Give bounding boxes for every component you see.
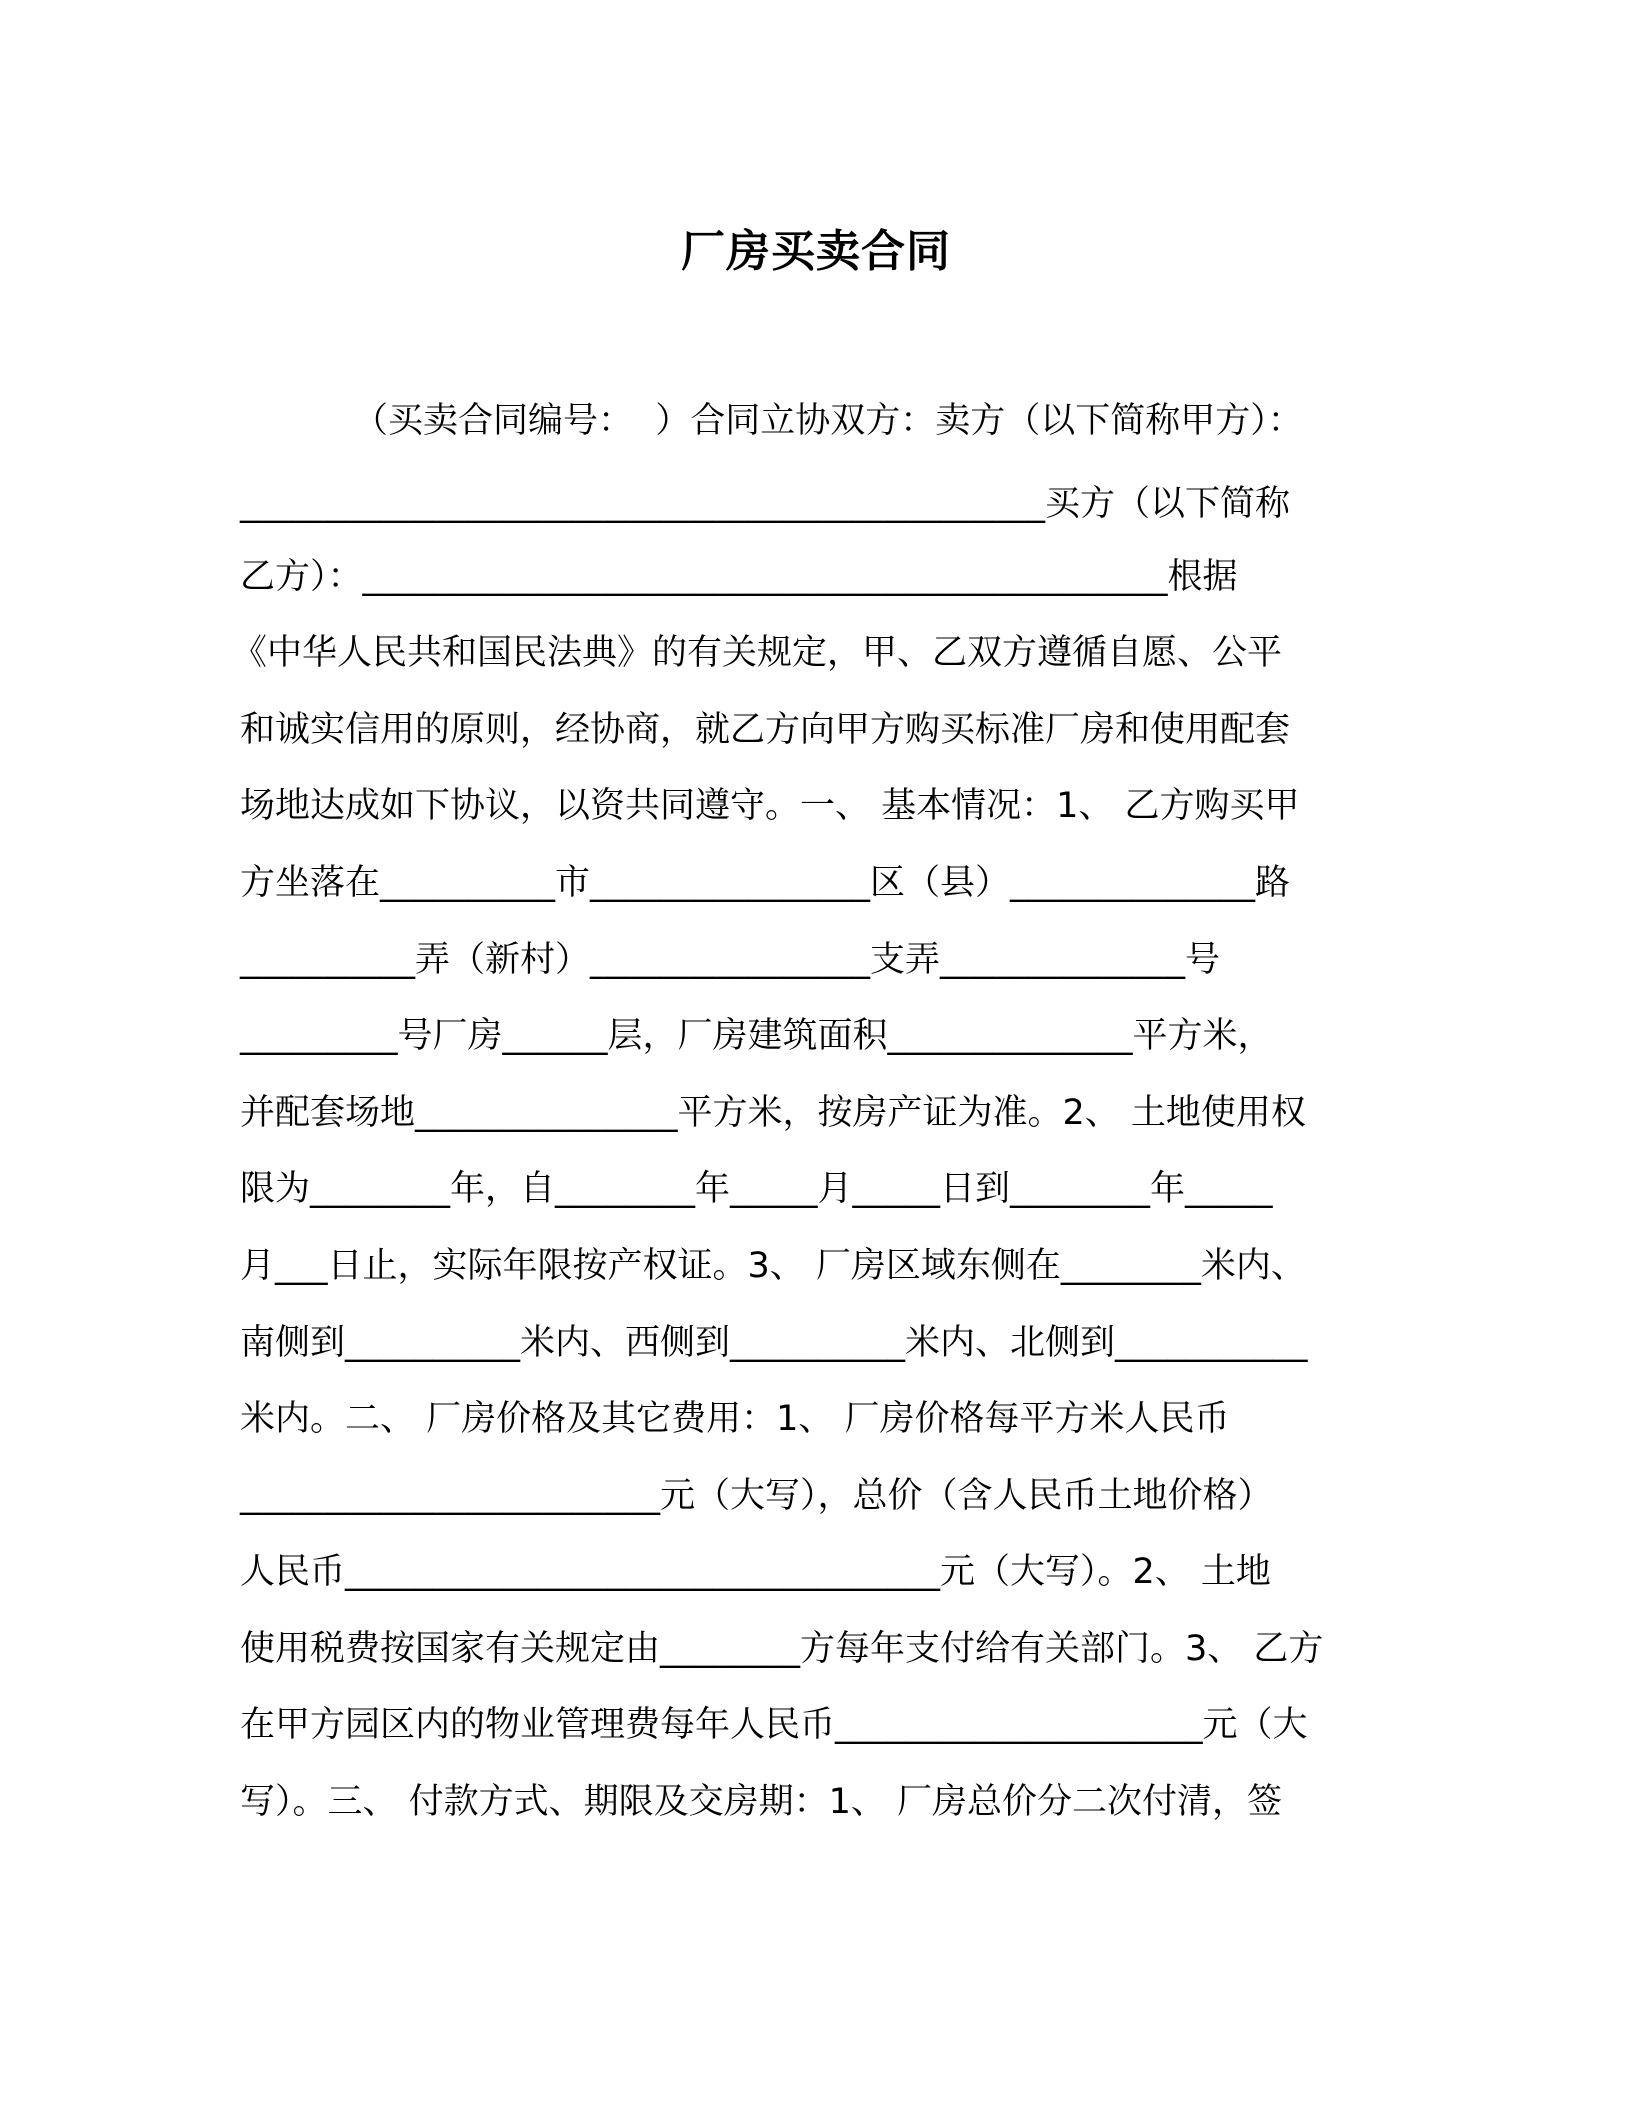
body-line-16: 人民币__________________________________元（大写）。2、 土地	[240, 1552, 1271, 1592]
body-line-4: 《中华人民共和国民法典》的有关规定，甲、乙双方遵循自愿、公平	[232, 633, 1283, 673]
body-line-9: _________号厂房______层，厂房建筑面积______________平方米，	[240, 1016, 1273, 1056]
body-line-6: 场地达成如下协议，以资共同遵守。一、 基本情况：1、 乙方购买甲	[240, 786, 1300, 826]
body-line-8: __________弄（新村）________________支弄______________号	[240, 940, 1221, 980]
body-line-18: 在甲方园区内的物业管理费每年人民币_____________________元（大	[240, 1705, 1308, 1745]
body-line-1: （买卖合同编号： ）合同立协双方：卖方（以下简称甲方）：	[353, 401, 1303, 441]
body-line-10: 并配套场地_______________平方米，按房产证为准。2、 土地使用权	[240, 1093, 1306, 1133]
body-line-11: 限为________年，自________年_____月_____日到________年_____	[240, 1169, 1273, 1209]
document-title: 厂房买卖合同	[681, 226, 951, 277]
body-line-15: ________________________元（大写），总价（含人民币土地价格）	[240, 1476, 1273, 1516]
body-line-5: 和诚实信用的原则，经协商，就乙方向甲方购买标准厂房和使用配套	[240, 710, 1291, 750]
body-line-19: 写）。三、 付款方式、期限及交房期：1、 厂房总价分二次付清，签	[240, 1782, 1283, 1822]
body-line-13: 南侧到__________米内、西侧到__________米内、北侧到___________	[240, 1323, 1308, 1363]
body-line-7: 方坐落在__________市________________区（县）______________路	[240, 863, 1291, 903]
body-line-12: 月___日止，实际年限按产权证。3、 厂房区域东侧在________米内、	[240, 1246, 1306, 1286]
body-line-3: 乙方）：______________________________________________根据	[240, 557, 1238, 597]
body-line-17: 使用税费按国家有关规定由________方每年支付给有关部门。3、 乙方	[240, 1629, 1324, 1669]
body-line-2: ______________________________________________买方（以下简称	[240, 484, 1291, 524]
body-line-14: 米内。二、 厂房价格及其它费用：1、 厂房价格每平方米人民币	[240, 1399, 1230, 1439]
